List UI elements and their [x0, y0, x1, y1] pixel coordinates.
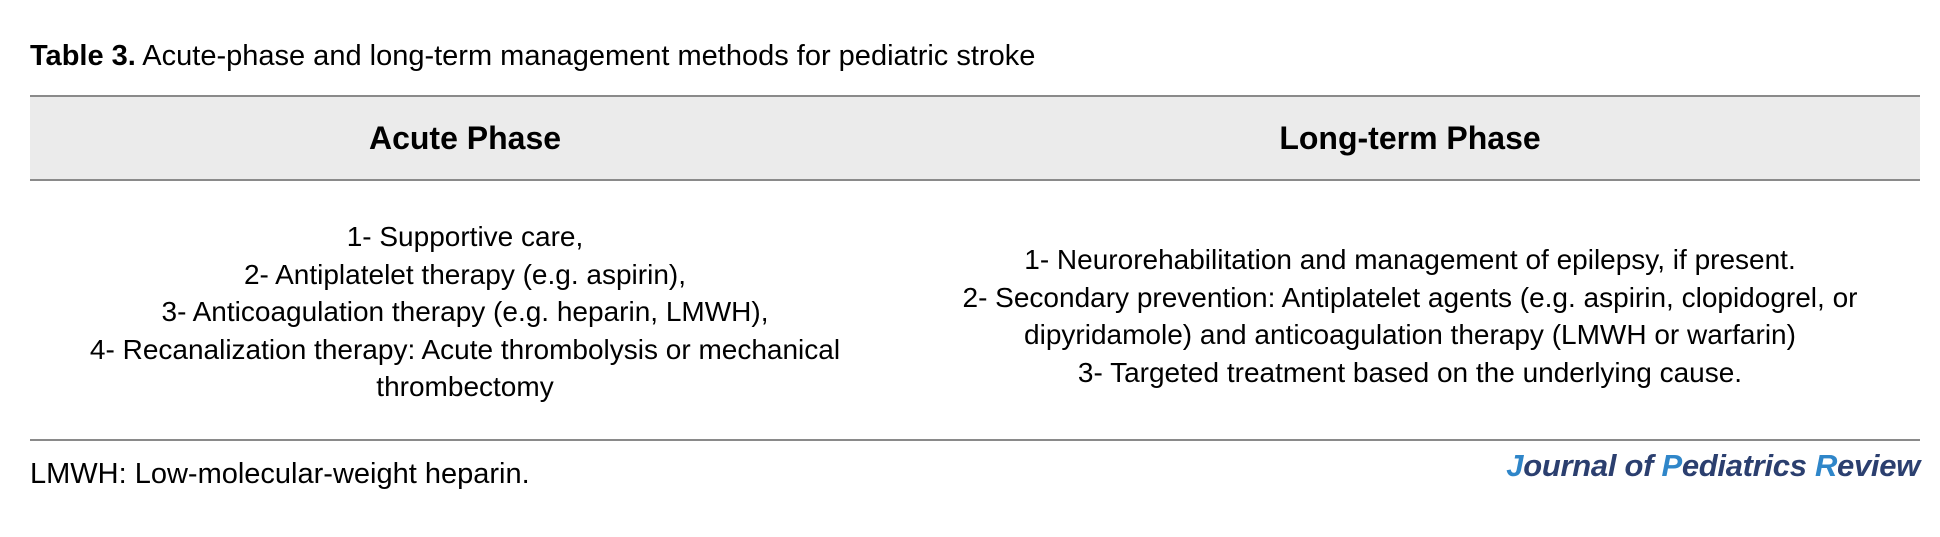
acute-line: 2- Antiplatelet therapy (e.g. aspirin), — [243, 258, 686, 290]
acute-line: 4- Recanalization therapy: Acute thrombolysis or mechanical — [89, 333, 841, 365]
table-caption-text: Acute-phase and long-term management methods for pediatric stroke — [135, 40, 1036, 72]
acute-line: thrombectomy — [376, 371, 554, 403]
management-table — [30, 95, 1920, 441]
logo-word-ediatrics: ediatrics — [1681, 448, 1815, 483]
header-long-term-phase: Long-term Phase — [1279, 119, 1541, 156]
table-header-row — [30, 95, 1920, 181]
logo-initial-r: R — [1814, 448, 1838, 483]
logo-word-ournal: ournal of — [1523, 448, 1662, 483]
acute-phase-cell — [30, 214, 900, 406]
header-acute-phase: Acute Phase — [368, 119, 562, 156]
table-caption — [30, 36, 1035, 76]
long-term-phase-cell — [900, 229, 1920, 391]
long-term-line: 1- Neurorehabilitation and management of epilepsy, if present. — [1024, 244, 1796, 275]
long-term-line: 3- Targeted treatment based on the underlying cause. — [1077, 356, 1743, 388]
acute-line: 3- Anticoagulation therapy (e.g. heparin, LMWH), — [161, 296, 769, 328]
logo-word-eview: eview — [1837, 448, 1920, 483]
journal-logo — [1506, 448, 1920, 484]
table-label: Table 3. — [30, 40, 136, 72]
logo-initial-p: P — [1661, 448, 1682, 483]
table-body-row — [30, 181, 1920, 441]
long-term-line: 2- Secondary prevention: Antiplatelet agents (e.g. aspirin, clopidogrel, or — [962, 281, 1858, 313]
long-term-line: dipyridamole) and anticoagulation therapy (LMWH or warfarin) — [1024, 319, 1796, 350]
logo-initial-j: J — [1506, 448, 1524, 483]
table-footnote: LMWH: Low-molecular-weight heparin. — [30, 458, 530, 490]
acute-line: 1- Supportive care, — [346, 221, 584, 253]
